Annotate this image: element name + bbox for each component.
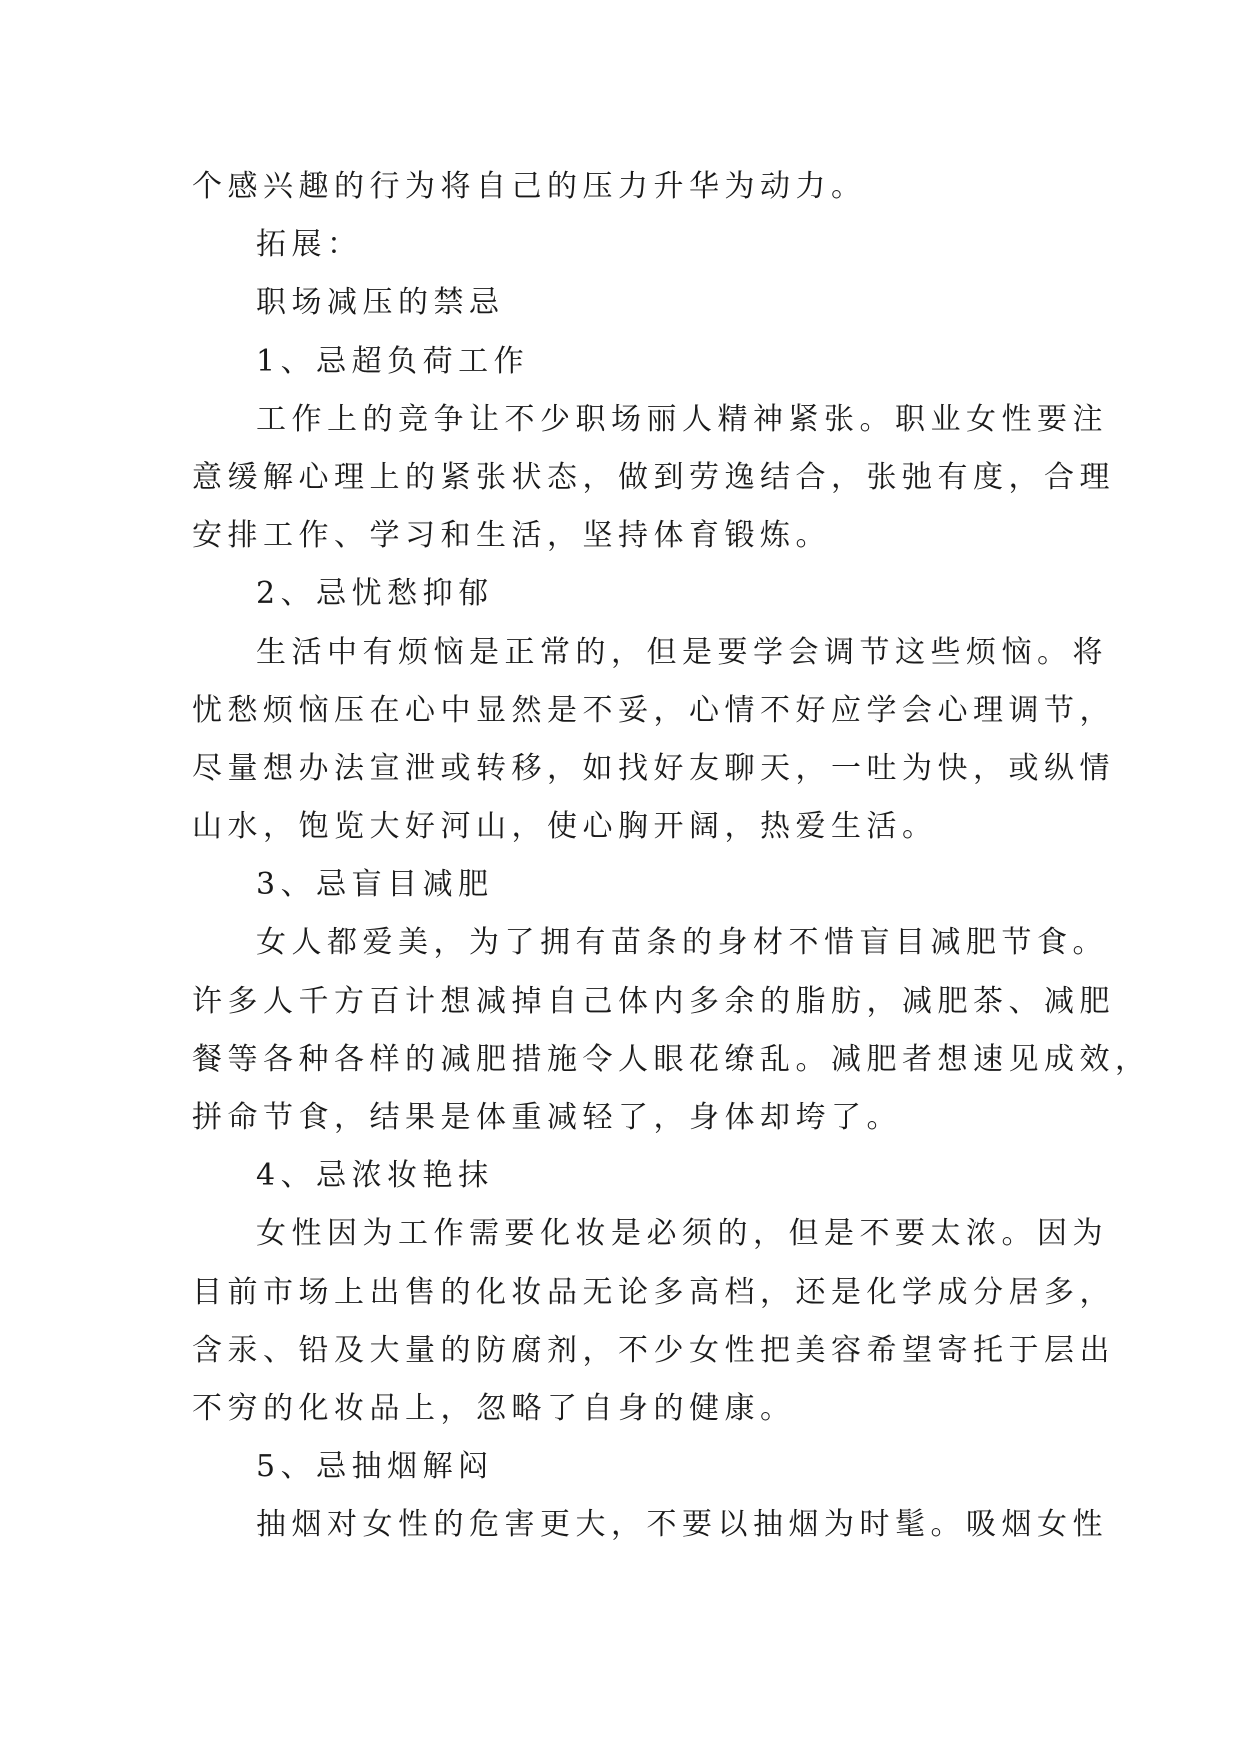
text-line: 山水，饱览大好河山，使心胸开阔，热爱生活。 — [192, 809, 938, 845]
text-line: 女性因为工作需要化妆是必须的，但是不要太浓。因为 — [256, 1216, 1108, 1252]
text-line: 职场减压的禁忌 — [256, 285, 505, 321]
text-line: 含汞、铅及大量的防腐剂，不少女性把美容希望寄托于层出 — [192, 1332, 1115, 1368]
text-line: 1、忌超负荷工作 — [256, 343, 530, 379]
text-line: 许多人千方百计想减掉自己体内多余的脂肪，减肥茶、减肥 — [192, 983, 1115, 1019]
text-line: 个感兴趣的行为将自己的压力升华为动力。 — [192, 169, 867, 204]
text-line: 生活中有烦恼是正常的，但是要学会调节这些烦恼。将 — [256, 634, 1108, 670]
text-line: 不穷的化妆品上，忽略了自身的健康。 — [192, 1390, 796, 1426]
text-line: 女人都爱美，为了拥有苗条的身材不惜盲目减肥节食。 — [256, 925, 1108, 961]
text-line: 拼命节食，结果是体重减轻了，身体却垮了。 — [192, 1100, 902, 1135]
text-line: 拓展： — [256, 227, 363, 263]
text-line: 工作上的竞争让不少职场丽人精神紧张。职业女性要注 — [256, 401, 1108, 437]
text-line: 5、忌抽烟解闷 — [256, 1449, 494, 1485]
text-line: 餐等各种各样的减肥措施令人眼花缭乱。减肥者想速见成效， — [192, 1041, 1151, 1077]
text-line: 抽烟对女性的危害更大，不要以抽烟为时髦。吸烟女性 — [256, 1507, 1108, 1543]
text-line: 目前市场上出售的化妆品无论多高档，还是化学成分居多， — [192, 1274, 1115, 1310]
text-line: 4、忌浓妆艳抹 — [256, 1158, 494, 1194]
text-line: 3、忌盲目减肥 — [256, 867, 494, 903]
text-line: 意缓解心理上的紧张状态，做到劳逸结合，张弛有度，合理 — [192, 459, 1115, 495]
text-line: 忧愁烦恼压在心中显然是不妥，心情不好应学会心理调节， — [192, 692, 1115, 728]
text-line: 安排工作、学习和生活，坚持体育锻炼。 — [192, 518, 831, 554]
text-line: 2、忌忧愁抑郁 — [256, 576, 494, 612]
document-body — [192, 158, 1151, 1555]
text-line: 尽量想办法宣泄或转移，如找好友聊天，一吐为快，或纵情 — [192, 750, 1115, 786]
